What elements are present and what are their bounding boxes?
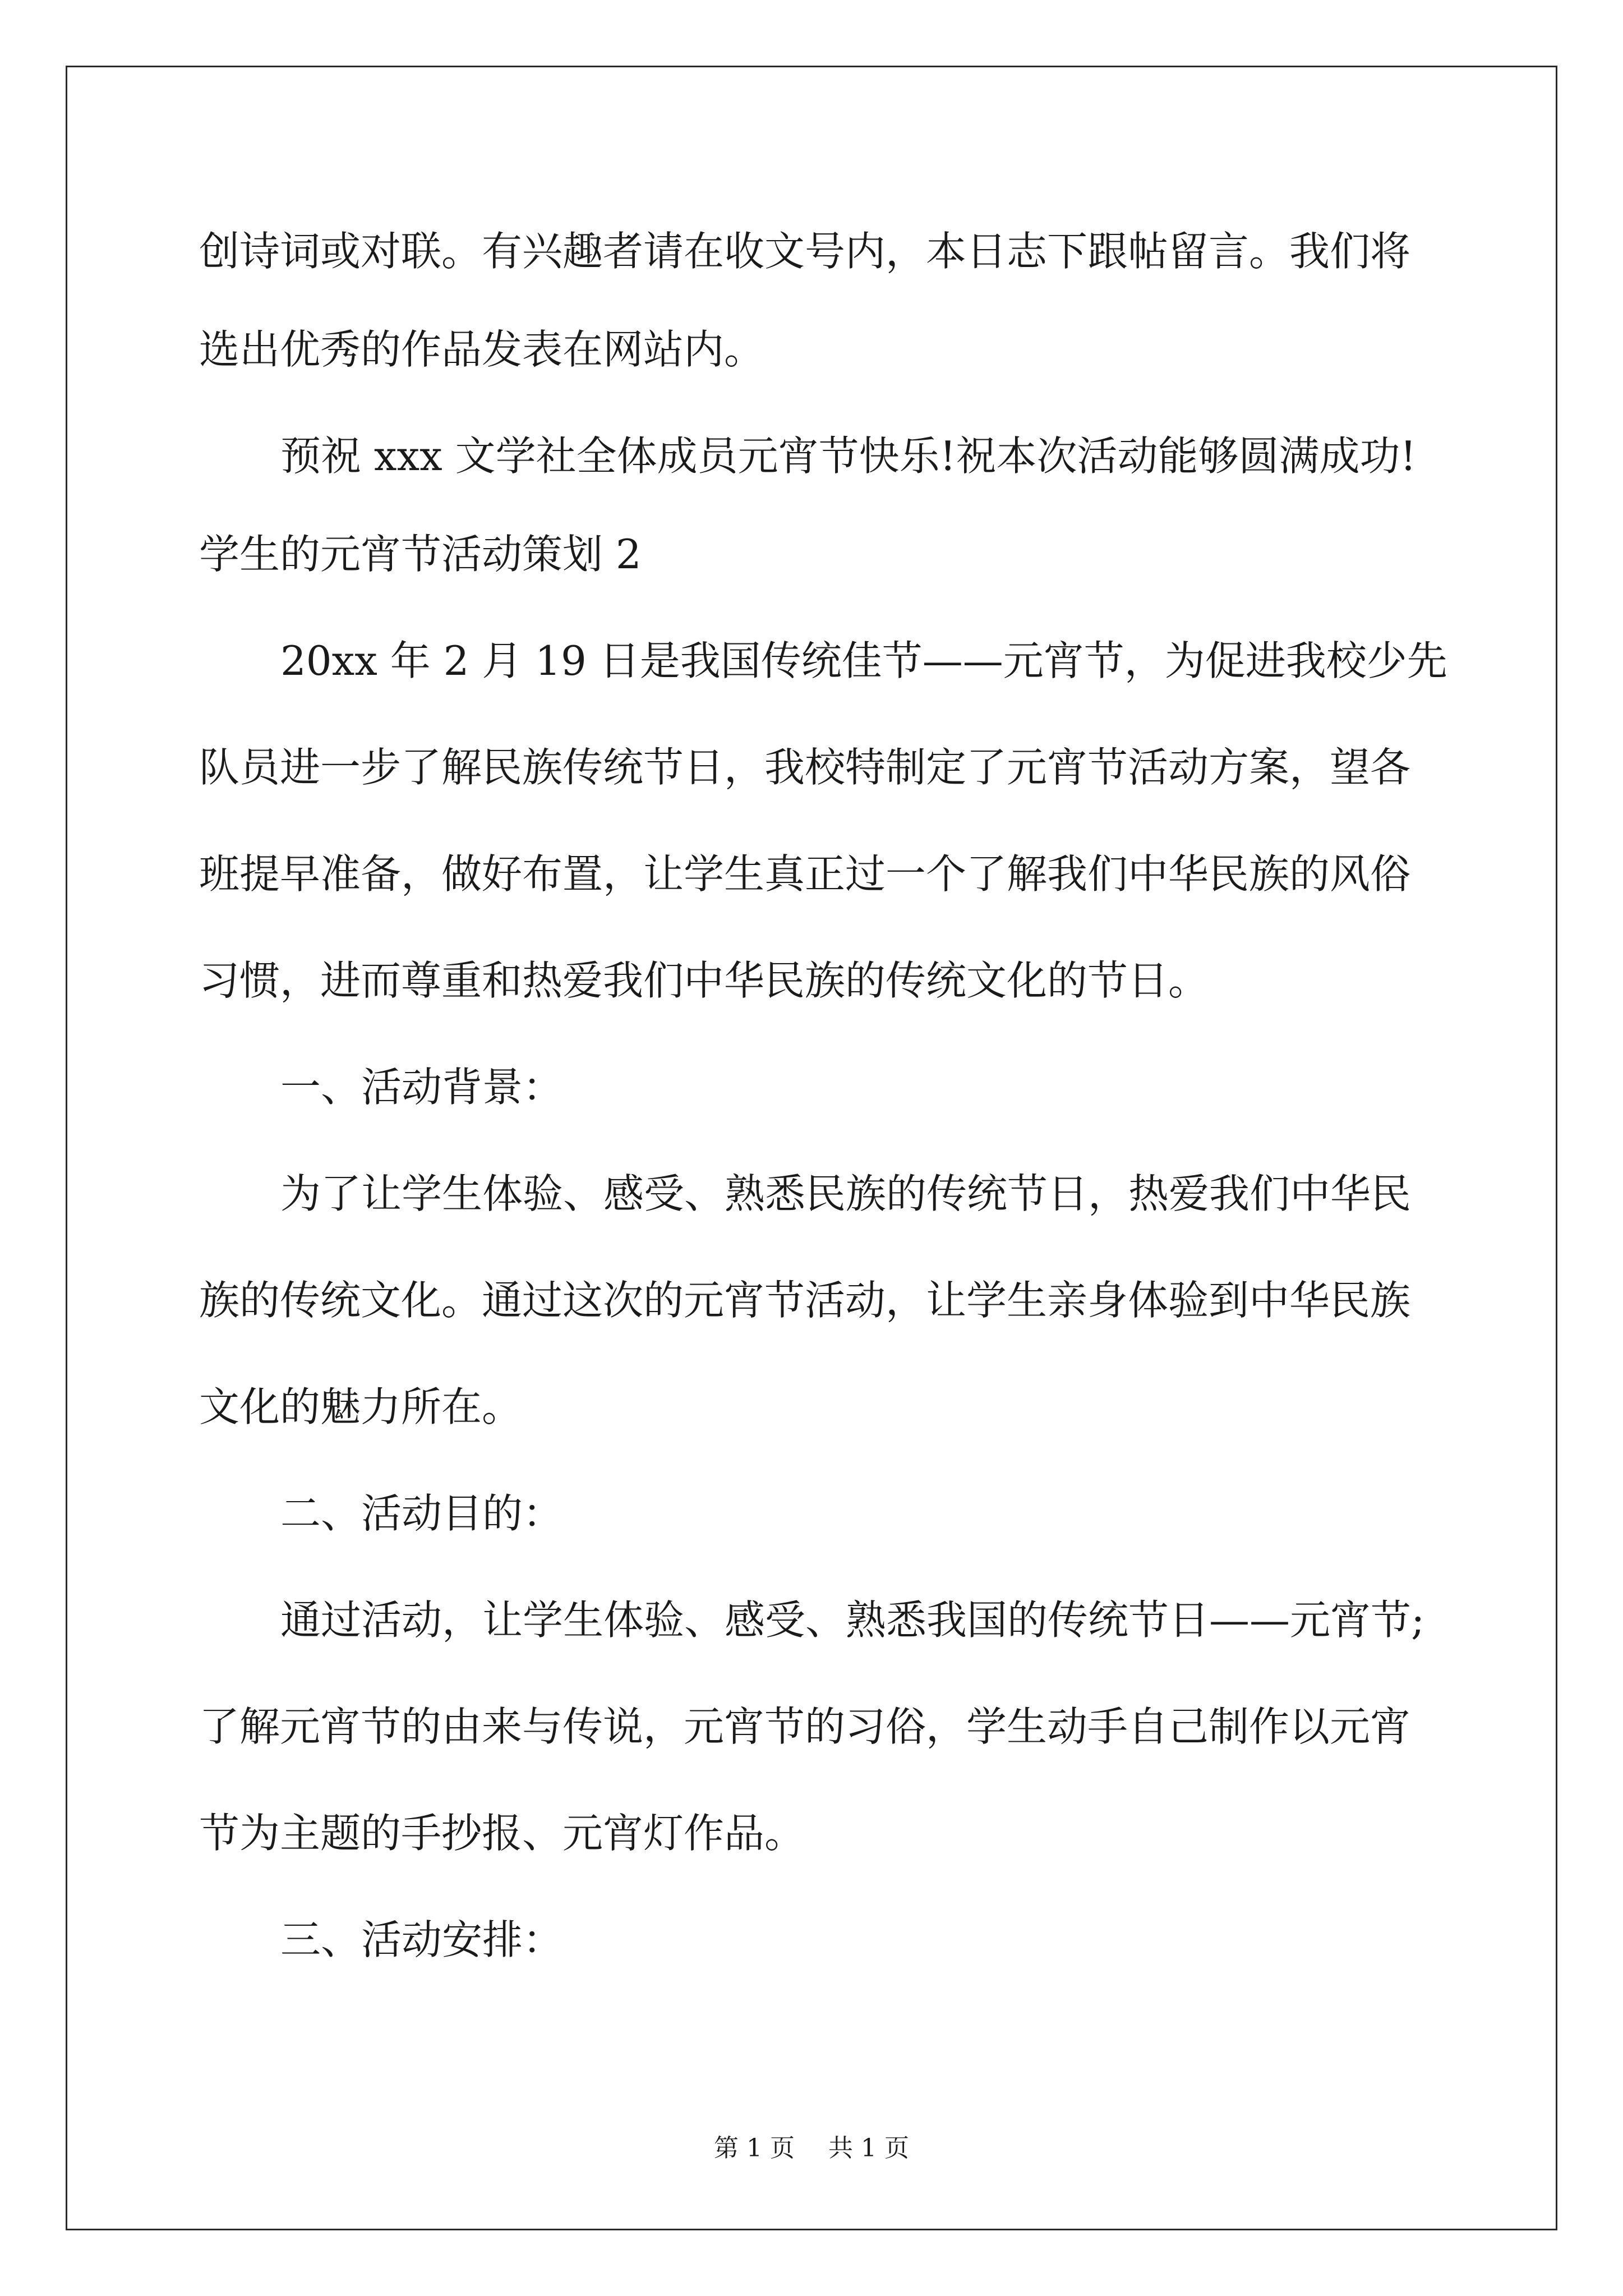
text-line: 选出优秀的作品发表在网站内。 xyxy=(199,326,765,373)
page-border xyxy=(66,66,1557,2230)
text-line: 创诗词或对联。有兴趣者请在收文号内，本日志下跟帖留言。我们将 xyxy=(199,228,1411,275)
text-line: 20xx 年 2 月 19 日是我国传统佳节——元宵节，为促进我校少先 xyxy=(280,637,1447,684)
text-line: 预祝 xxx 文学社全体成员元宵节快乐!祝本次活动能够圆满成功! xyxy=(280,432,1417,480)
text-line: 班提早准备，做好布置，让学生真正过一个了解我们中华民族的风俗 xyxy=(199,850,1411,898)
text-line: 节为主题的手抄报、元宵灯作品。 xyxy=(199,1810,805,1857)
text-line: 文化的魅力所在。 xyxy=(199,1383,523,1430)
text-line: 队员进一步了解民族传统节日，我校特制定了元宵节活动方案，望各 xyxy=(199,744,1411,791)
heading-background: 一、活动背景： xyxy=(280,1064,564,1111)
page-footer xyxy=(0,2133,1623,2164)
text-line: 族的传统文化。通过这次的元宵节活动，让学生亲身体验到中华民族 xyxy=(199,1277,1411,1324)
heading-arrangement: 三、活动安排： xyxy=(280,1916,564,1963)
text-line: 通过活动，让学生体验、感受、熟悉我国的传统节日——元宵节; xyxy=(280,1596,1425,1644)
text-line: 习惯，进而尊重和热爱我们中华民族的传统文化的节日。 xyxy=(199,957,1209,1004)
text-line: 了解元宵节的由来与传说，元宵节的习俗，学生动手自己制作以元宵 xyxy=(199,1703,1411,1750)
section-title: 学生的元宵节活动策划 2 xyxy=(199,531,642,578)
heading-purpose: 二、活动目的： xyxy=(280,1490,564,1537)
page-total: 共 1 页 xyxy=(828,2134,909,2162)
text-line: 为了让学生体验、感受、熟悉民族的传统节日，热爱我们中华民 xyxy=(280,1170,1412,1217)
page-number: 第 1 页 xyxy=(714,2134,795,2162)
